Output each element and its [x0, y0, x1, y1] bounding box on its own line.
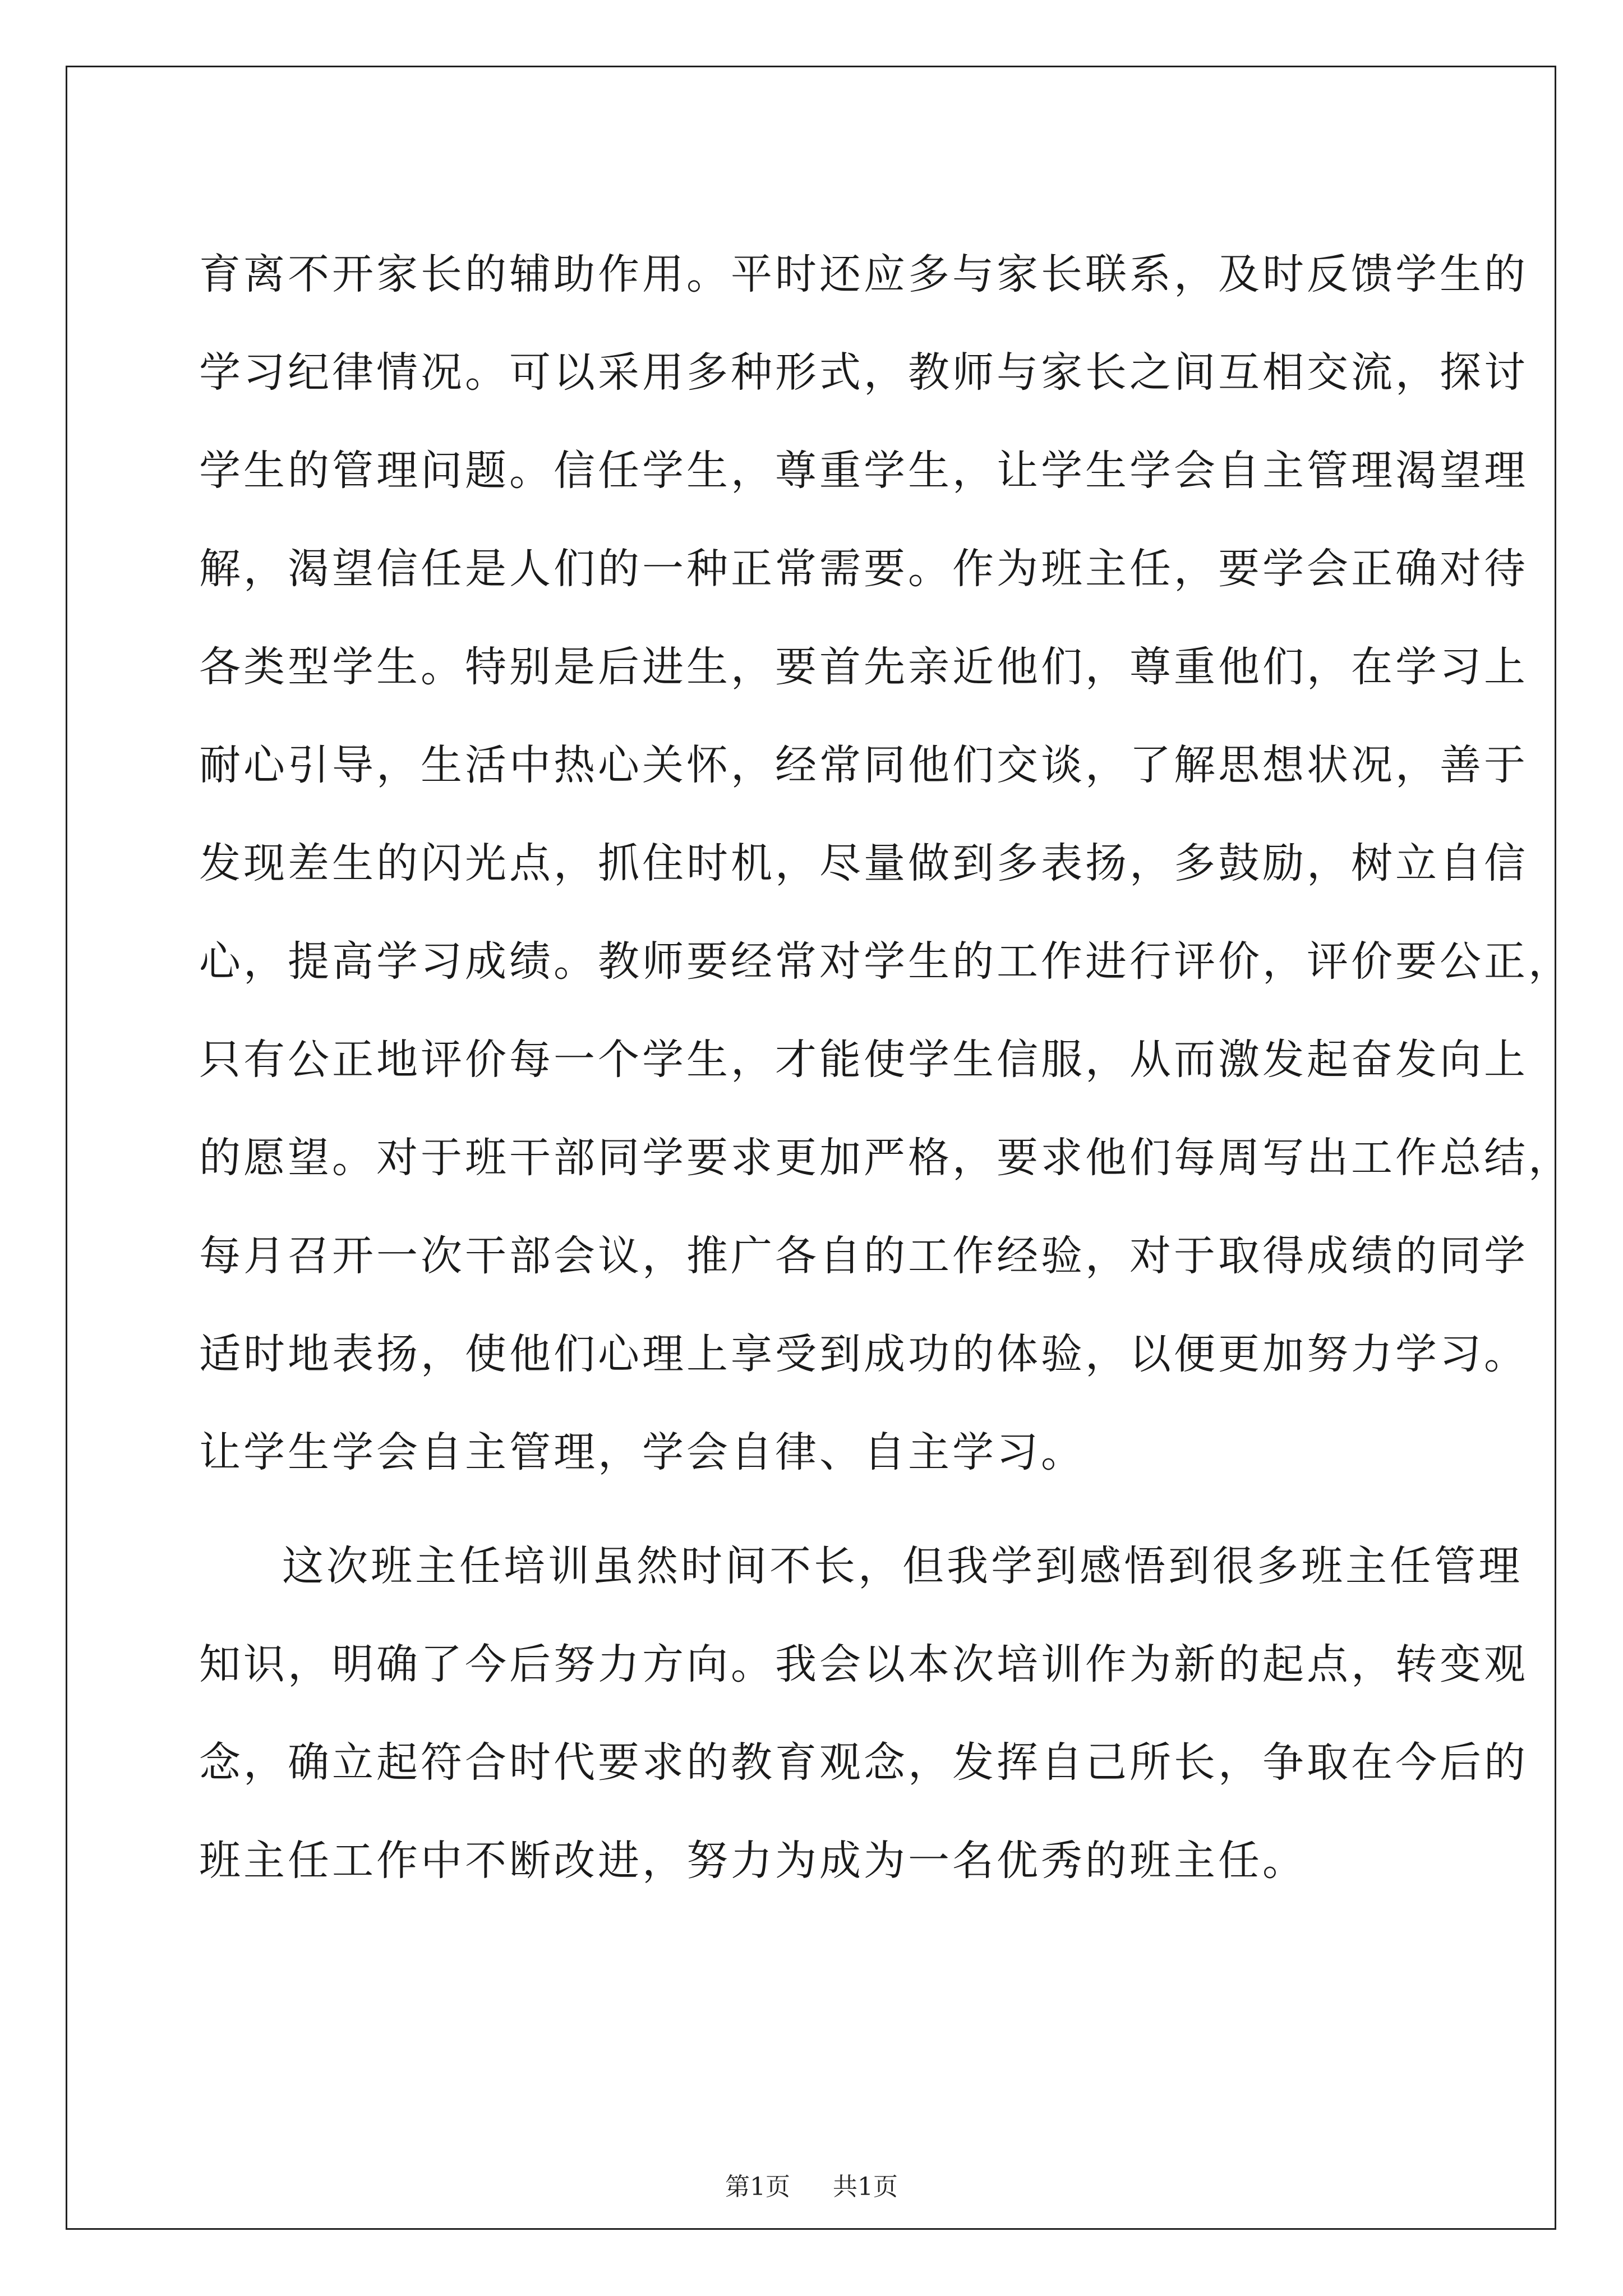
text-line: 这次班主任培训虽然时间不长，但我学到感悟到很多班主任管理	[282, 1542, 1523, 1590]
text-line: 只有公正地评价每一个学生，才能使学生信服，从而激发起奋发向上	[199, 1035, 1528, 1084]
page-number: 第1页	[725, 2173, 790, 2201]
text-line: 适时地表扬，使他们心理上享受到成功的体验，以便更加努力学习。	[199, 1329, 1528, 1378]
text-line: 每月召开一次干部会议，推广各自的工作经验，对于取得成绩的同学	[199, 1231, 1528, 1280]
text-line: 学生的管理问题。信任学生，尊重学生，让学生学会自主管理渴望理	[199, 446, 1528, 495]
text-line: 让学生学会自主管理，学会自律、自主学习。	[199, 1428, 1085, 1476]
document-body	[199, 222, 1573, 1906]
text-line: 育离不开家长的辅助作用。平时还应多与家长联系，及时反馈学生的	[199, 250, 1528, 298]
text-line: 耐心引导，生活中热心关怀，经常同他们交谈，了解思想状况，善于	[199, 740, 1528, 789]
text-line: 的愿望。对于班干部同学要求更加严格，要求他们每周写出工作总结，	[199, 1133, 1573, 1182]
page-footer	[0, 2166, 1623, 2202]
text-line: 各类型学生。特别是后进生，要首先亲近他们，尊重他们，在学习上	[199, 642, 1528, 691]
page-total: 共1页	[833, 2173, 898, 2201]
text-line: 学习纪律情况。可以采用多种形式，教师与家长之间互相交流，探讨	[199, 348, 1528, 397]
text-line: 班主任工作中不断改进，努力为成为一名优秀的班主任。	[199, 1836, 1307, 1885]
text-line: 念，确立起符合时代要求的教育观念，发挥自己所长，争取在今后的	[199, 1738, 1528, 1787]
text-line: 发现差生的闪光点，抓住时机，尽量做到多表扬，多鼓励，树立自信	[199, 839, 1528, 887]
paragraph-gap	[199, 1498, 1455, 1513]
text-line: 解，渴望信任是人们的一种正常需要。作为班主任，要学会正确对待	[199, 544, 1528, 593]
text-line: 知识，明确了今后努力方向。我会以本次培训作为新的起点，转变观	[199, 1640, 1528, 1688]
text-line: 心，提高学习成绩。教师要经常对学生的工作进行评价，评价要公正，	[199, 937, 1573, 986]
